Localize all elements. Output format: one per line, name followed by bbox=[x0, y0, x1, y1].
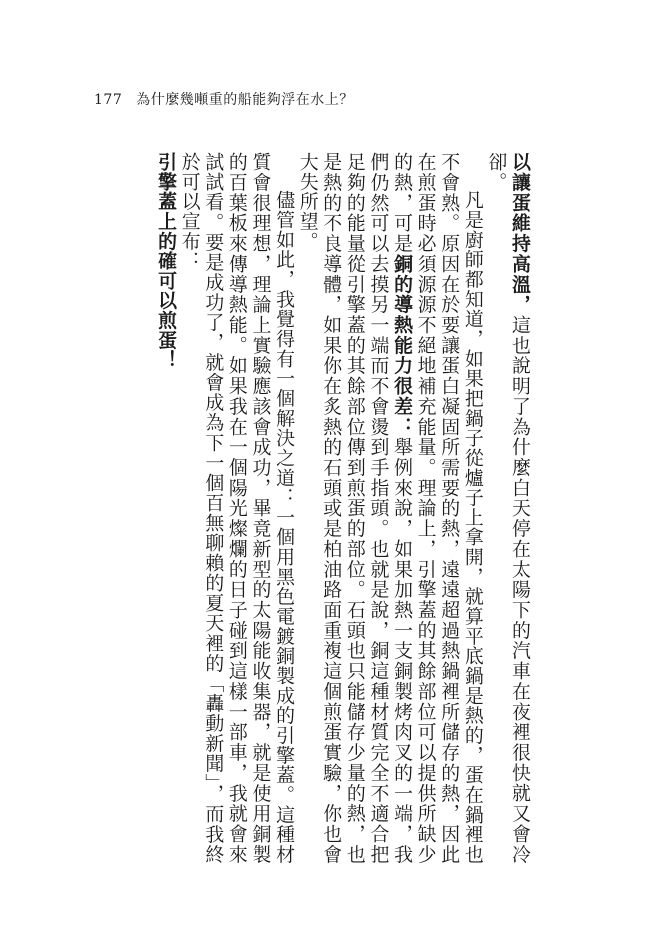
bold-phrase: 引擎蓋上的確可以煎蛋！ bbox=[155, 152, 178, 370]
bold-phrase: 銅的導熱能力很差： bbox=[391, 253, 414, 438]
running-header bbox=[94, 91, 354, 109]
page-number: 177 bbox=[94, 92, 123, 108]
paragraph-3 bbox=[177, 152, 295, 864]
text-segment: 舉例來說，如果加熱一支銅製烤肉叉的一端，我們仍然可以去摸另一端而不會燙到手指頭。也就是說，銅這種材質完全不適合把足夠的能量從引擎蓋的其餘部位傳到煎蛋的部位。石頭也只能儲存少量的熱，也是熱的不良導體，如果你在炙熱的石頭或是柏油路面重複這個煎蛋實驗，你也會大失所望。 bbox=[296, 152, 414, 864]
text-segment: 這也說明了為什麼白天停在太陽下的汽車在夜裡很快就又會冷卻。 bbox=[485, 152, 531, 864]
body-text bbox=[154, 152, 532, 864]
paragraph-4 bbox=[154, 152, 178, 864]
paragraph-2 bbox=[295, 152, 484, 864]
running-title: 為什麼幾噸重的船能夠浮在水上？ bbox=[136, 92, 354, 108]
bold-phrase: 以讓蛋維持高溫， bbox=[509, 152, 531, 315]
text-segment: 凡是廚師都知道，如果把鍋子從爐子上拿開，就算平底鍋是熱的，蛋在鍋裡也不會熟。原因在於要讓蛋白凝固所需要的熱，遠遠超過熱鍋裡所儲存的熱，因此在煎蛋時必須源源不絕地補充能量。理論上，引擎蓋的其餘部位可以提供所缺少的熱，可是 bbox=[391, 152, 484, 864]
text-segment: 儘管如此，我覺得有一個解決之道：一個用黑色電鍍銅製成的引擎蓋。這種材質會很理想，理論上實驗應該會成功，畢竟新型的太陽能收集器，就是使用銅製的百葉板來傳導熱能。如果我在一個陽光燦爛的日子碰到這樣一部車，我就會來試試看。要是成功了，就會成為下一個百無聊賴的夏天裡的「轟動新聞」，而我終於可以宣布： bbox=[178, 152, 296, 864]
paragraph-1 bbox=[484, 152, 531, 864]
